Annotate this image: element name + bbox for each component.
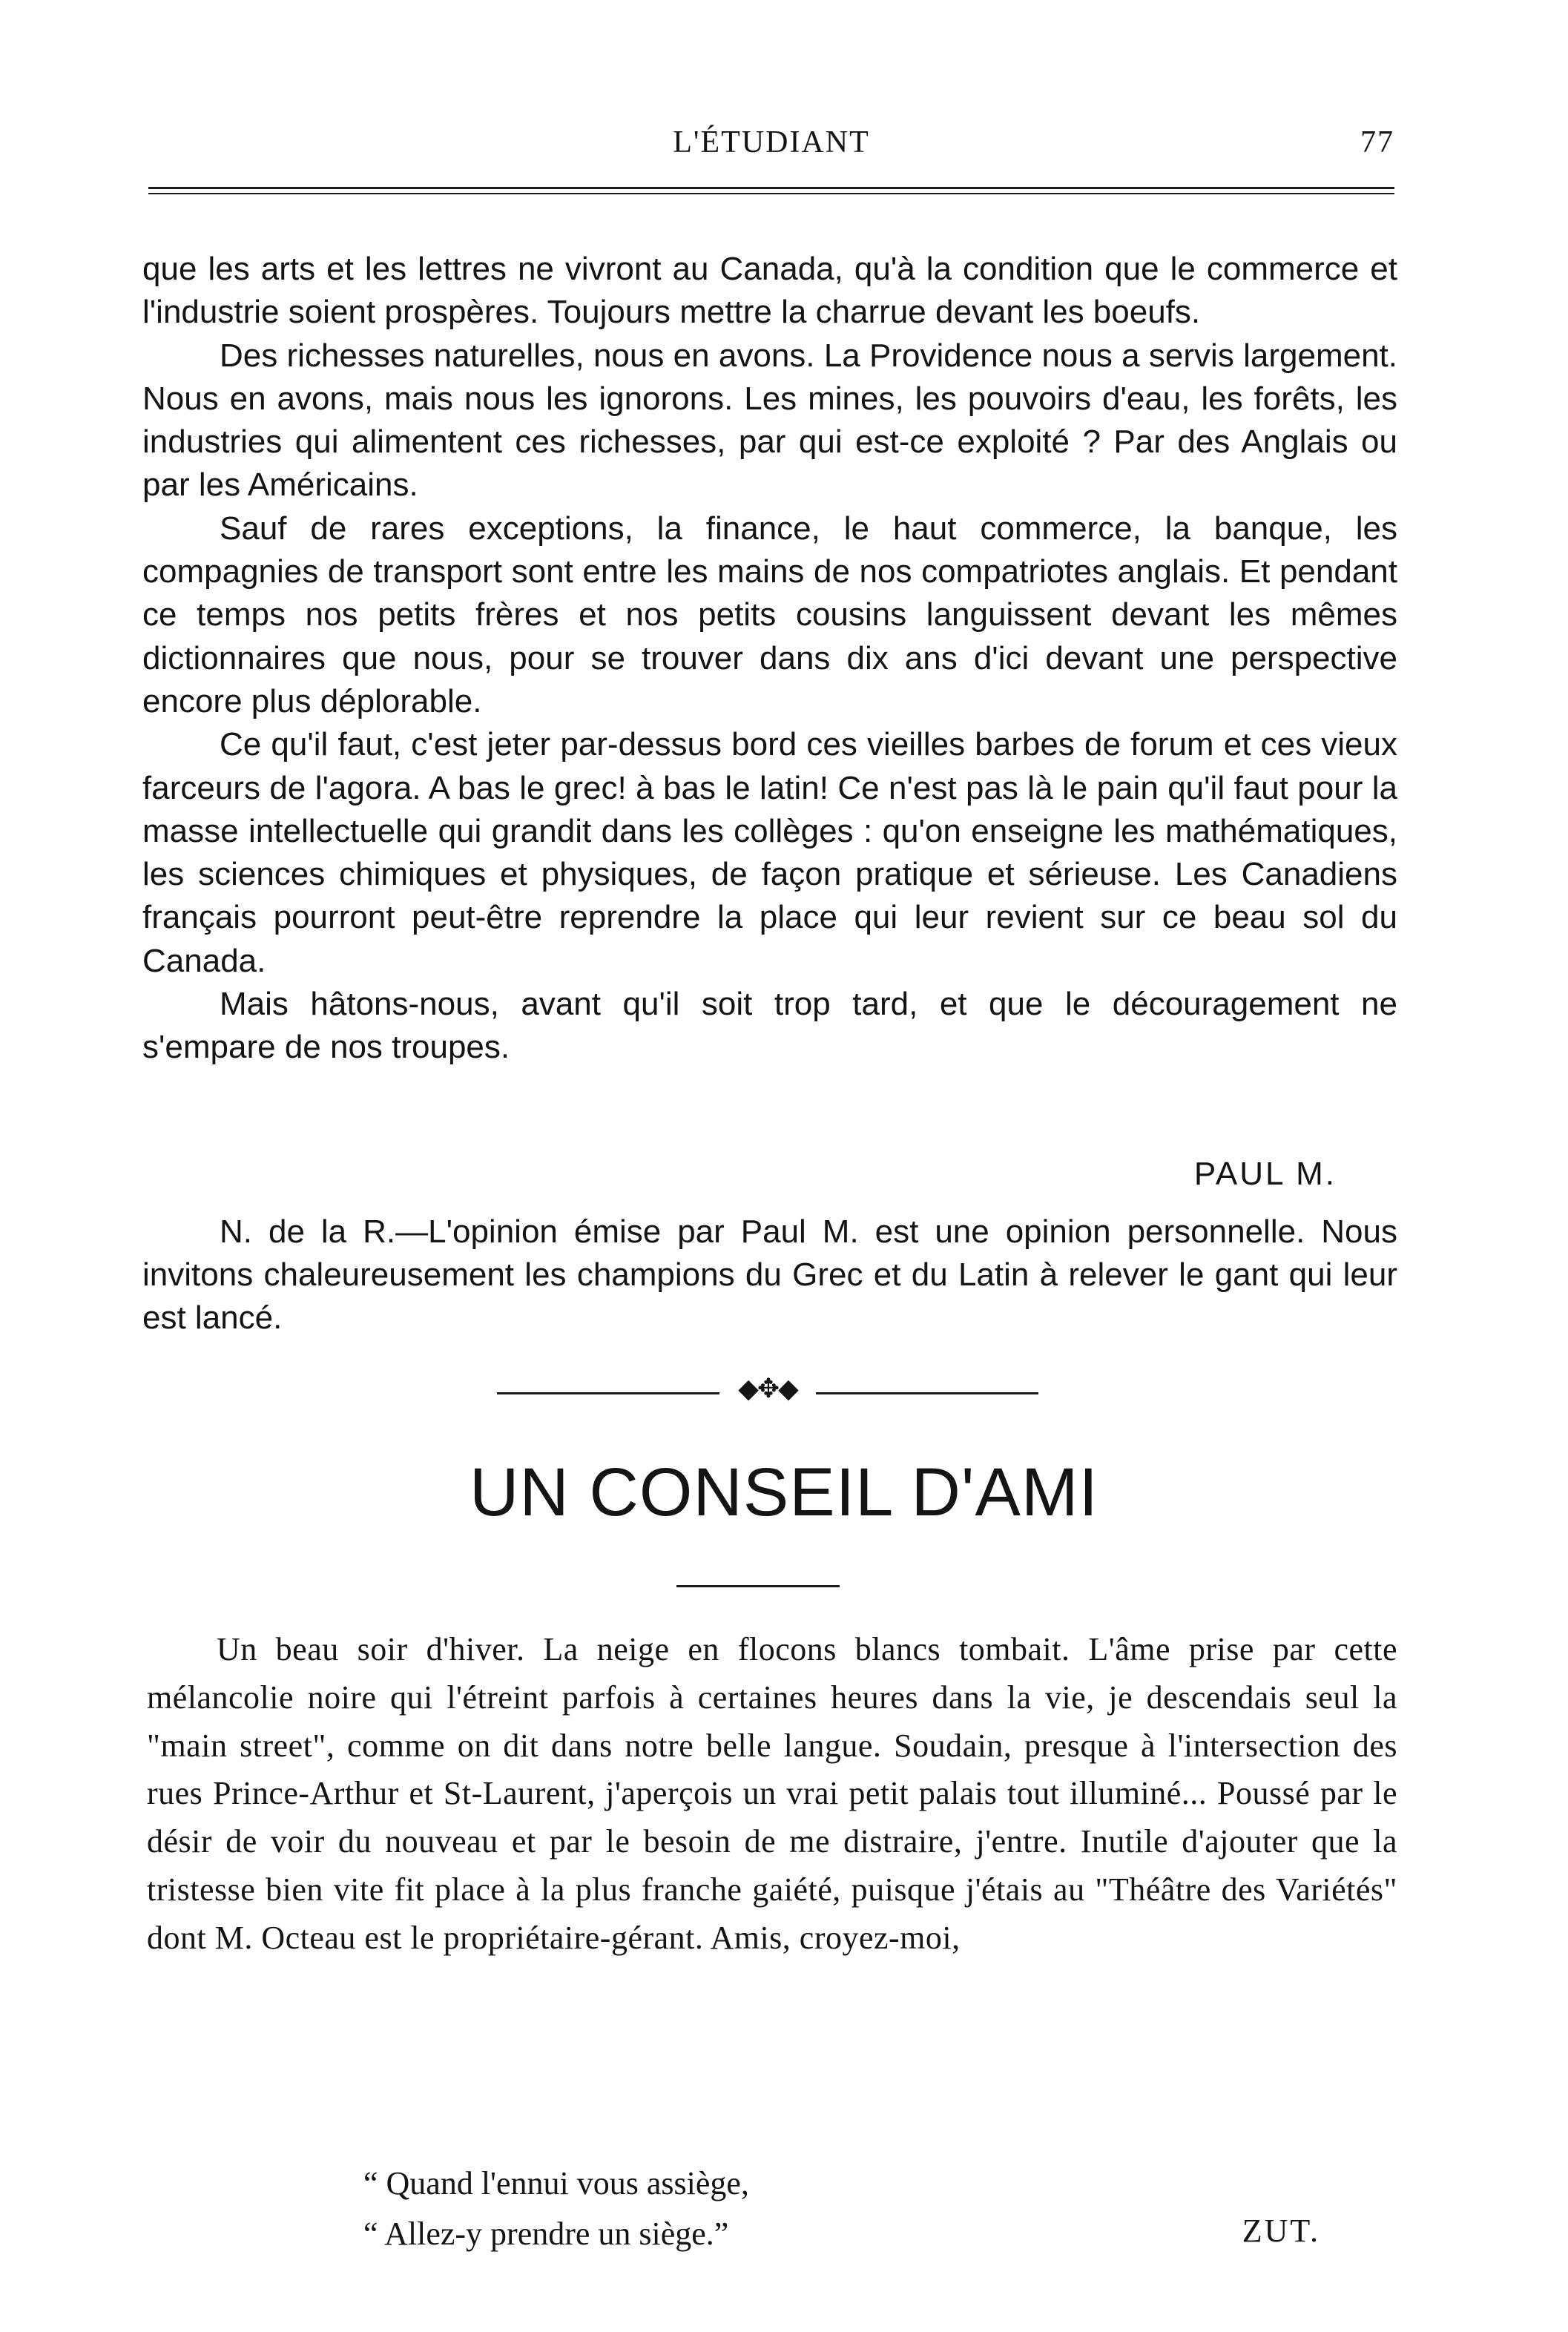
title-underline-rule (676, 1585, 840, 1587)
fleuron-icon: ◆✥◆ (738, 1374, 797, 1404)
ornament-line-right (816, 1392, 1038, 1394)
journal-title: L'ÉTUDIANT (673, 125, 870, 159)
paragraph: Des richesses naturelles, nous en avons. La Providence nous a servis largement. Nous en avons, mais nous les ignorons. Les mines, les pouvoirs d'eau, les forêts, les industries qui alimentent ces richesses, par qui est-ce exploité ? Par des Anglais ou par les Américains. (142, 337, 1397, 504)
author-signature: PAUL M. (1193, 1156, 1337, 1192)
paragraph: Sauf de rares exceptions, la finance, le haut commerce, la banque, les compagnies de transport sont entre les mains de nos compatriotes anglais. Et pendant ce temps nos petits frères et nos petits cousins languissent devant les mêmes dictionnaires que nous, pour se trouver dans dix ans d'ici devant une perspective encore plus déplorable. (142, 510, 1397, 719)
verse-line: “ Quand l'ennui vous assiège, (363, 2165, 749, 2201)
header-double-rule (148, 187, 1394, 194)
article-title: UN CONSEIL D'AMI (469, 1455, 1099, 1530)
author-signature-2: ZUT. (1242, 2213, 1320, 2249)
verse-line: “ Allez-y prendre un siège.” (363, 2216, 729, 2252)
editor-note: N. de la R.—L'opinion émise par Paul M. est une opinion personnelle. Nous invitons chaleureusement les champions du Grec et du Latin à relever le gant qui leur est lancé. (142, 1213, 1397, 1336)
running-header (148, 125, 1394, 169)
verse-quote (363, 2158, 1031, 2259)
article-body (142, 248, 1397, 1070)
paragraph-continued: que les arts et les lettres ne vivront au Canada, qu'à la condition que le commerce et l'industrie soient prospères. Toujours mettre la charrue devant les boeufs. (142, 251, 1397, 331)
article-body-2: Un beau soir d'hiver. La neige en flocons blancs tombait. L'âme prise par cette mélancolie noire qui l'étreint parfois à certaines heures dans la vie, je descendais seul la "main street", comme on dit dans notre belle langue. Soudain, presque à l'intersection des rues Prince-Arthur et St-Laurent, j'aperçois un vrai petit palais tout illuminé... Poussé par le désir de voir du nouveau et par le besoin de me distraire, j'entre. Inutile d'ajouter que la tristesse bien vite fit place à la plus franche gaiété, puisque j'étais au "Théâtre des Variétés" dont M. Octeau est le propriétaire-gérant. Amis, croyez-moi, (147, 1631, 1397, 1956)
ornament-line-left (497, 1392, 719, 1394)
paragraph: Mais hâtons-nous, avant qu'il soit trop tard, et que le découragement ne s'empare de nos troupes. (142, 986, 1397, 1066)
section-ornament (497, 1374, 1038, 1404)
page-number: 77 (1360, 125, 1394, 159)
paragraph: Ce qu'il faut, c'est jeter par-dessus bord ces vieilles barbes de forum et ces vieux farceurs de l'agora. A bas le grec! à bas le latin! Ce n'est pas là le pain qu'il faut pour la masse intellectuelle qui grandit dans les collèges : qu'on enseigne les mathématiques, les sciences chimiques et physiques, de façon pratique et sérieuse. Les Canadiens français pourront peut-être reprendre la place qui leur revient sur ce beau sol du Canada. (142, 726, 1397, 979)
